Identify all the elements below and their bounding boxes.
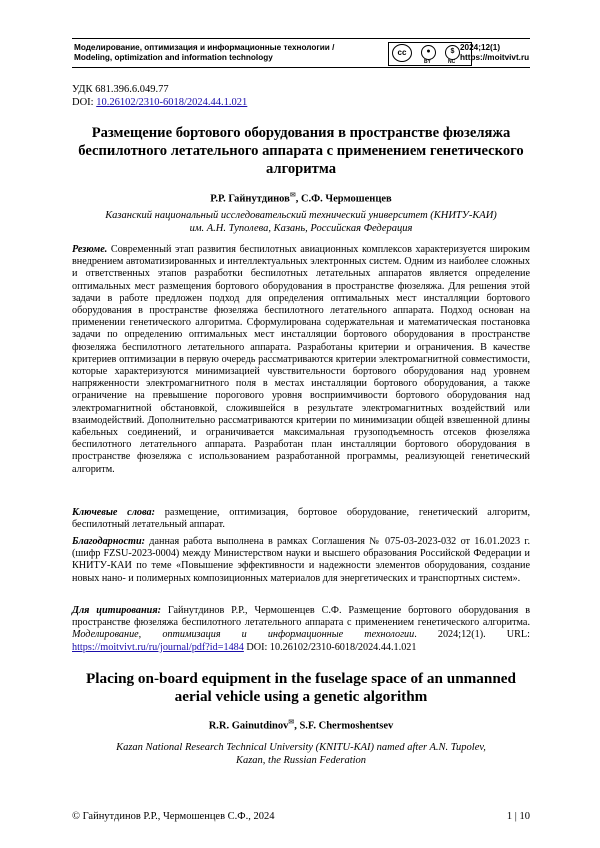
noncommercial-icon: $	[445, 45, 460, 60]
citation-url-link[interactable]: https://moitvivt.ru/ru/journal/pdf?id=1484	[72, 641, 244, 653]
acknowledgments-text: данная работа выполнена в рамках Соглашения № 075-03-2023-032 от 16.01.2023 г. (шифр FZSU-2023-0004) между Министерством науки и высшего образования Российской Федерации и КНИТУ-КАИ по теме «Повышение эффективности и надежности элементов оборудования, создание новых нано- и полимерных композиционных материалов для энергетических и транспортных систем».	[72, 536, 530, 584]
cc-icon: cc	[392, 44, 412, 62]
citation-label: Для цитирования:	[72, 605, 161, 616]
author-2-en: S.F. Chermoshentsev	[299, 720, 394, 732]
journal-issue-info	[460, 43, 530, 63]
acknowledgments-label: Благодарности:	[72, 536, 146, 547]
doi-label: DOI:	[72, 97, 94, 108]
journal-header	[72, 38, 530, 68]
doi-link[interactable]: 10.26102/2310-6018/2024.44.1.021	[96, 97, 248, 108]
author-separator: ,	[294, 720, 300, 732]
affiliation-ru-line-2: им. А.Н. Туполева, Казань, Российская Федерация	[189, 223, 413, 234]
abstract	[72, 244, 530, 476]
email-icon[interactable]: ✉	[288, 718, 295, 726]
cc-by-label: BY	[424, 59, 431, 65]
person-icon: ●	[421, 45, 436, 60]
citation-journal: Моделирование, оптимизация и информационные технологии	[72, 629, 415, 641]
author-1-en: R.R. Gainutdinov	[208, 720, 289, 732]
cc-nc-label: NC	[448, 59, 456, 65]
author-1-ru: Р.Р. Гайнутдинов	[210, 193, 290, 205]
keywords-label: Ключевые слова:	[72, 507, 155, 518]
page-number: 1 | 10	[506, 811, 530, 822]
keywords	[72, 507, 530, 531]
article-title-en: Placing on-board equipment in the fuselage space of an unmanned aerial vehicle using a genetic algorithm	[86, 670, 516, 705]
abstract-label: Резюме.	[72, 244, 108, 255]
doi-line	[72, 96, 247, 109]
author-separator: ,	[295, 193, 301, 205]
affiliation-en-line-2: Kazan, the Russian Federation	[235, 755, 367, 766]
abstract-text: Современный этап развития беспилотных авиационных комплексов характеризуется широким внедрением автоматизированных и интеллектуальных электронных систем. Одним из наиболее сложных и ответственных этапов разработки беспилотных летательных аппаратов является определение оптимальных мест размещения бортового оборудования в пространстве фюзеляжа. Для решения этой задачи в работе предложен подход для определения оптимальных мест инсталляции бортового оборудования в пространстве фюзеляжа беспилотного летательного аппарата. Подход основан на применении генетического алгоритма. Сформулирована содержательная и математическая постановка задачи по определению оптимальных мест инсталляции бортового оборудования в пространстве фюзеляжа беспилотного летательного аппарата. Разработаны критерии и ограничения. В качестве критериев оптимизации в первую очередь рассматриваются критерии электромагнитной совместимости, которые характеризуются минимизацией чувствительности бортового оборудования над уровнем напряженности электромагнитного поля в местах инсталляции бортового оборудования, а также ограничение на превышение порогового уровня восприимчивости бортового оборудования над электромагнитной обстановкой, сложившейся в результате электромагнитных воздействий или взаимодействий. Дополнительно рассматриваются критерии по минимизации общей взвешенной длины кабельных соединений, и ограничивается максимальная грузоподъемность отсеков фюзеляжа беспилотного летательного аппарата. Разработан план инсталляции бортового оборудования в пространстве фюзеляжа с использованием разработанной программы, реализующей генетический алгоритм.	[72, 244, 530, 475]
email-icon[interactable]: ✉	[289, 191, 296, 199]
journal-issue: 2024;12(1)	[460, 43, 501, 52]
citation-text: Гайнутдинов Р.Р., Чермошенцев С.Ф. Размещение бортового оборудования в пространстве фюзеляжа беспилотного летательного аппарата с применением генетического алгоритма.	[72, 605, 530, 629]
copyright: © Гайнутдинов Р.Р., Чермошенцев С.Ф., 2024	[72, 811, 275, 822]
affiliation-ru	[72, 209, 530, 235]
citation-text-2: . 2024;12(1). URL:	[414, 629, 530, 641]
journal-name-en: Modeling, optimization and information technology	[74, 53, 273, 62]
article-title-ru: Размещение бортового оборудования в пространстве фюзеляжа беспилотного летательного аппарата с применением генетического алгоритма	[78, 125, 524, 177]
journal-name	[74, 43, 374, 63]
author-2-ru: С.Ф. Чермошенцев	[300, 193, 392, 205]
journal-name-ru: Моделирование, оптимизация и информационные технологии /	[74, 43, 335, 52]
citation	[72, 605, 530, 654]
authors-ru	[72, 189, 530, 206]
citation-doi: DOI: 10.26102/2310-6018/2024.44.1.021	[243, 641, 417, 653]
acknowledgments	[72, 536, 530, 585]
keywords-text: размещение, оптимизация, бортовое оборудование, генетический алгоритм, беспилотный летательный аппарат.	[72, 507, 530, 531]
affiliation-ru-line-1: Казанский национальный исследовательский технический университет (КНИТУ-КАИ)	[105, 210, 497, 221]
page-footer	[72, 810, 530, 823]
affiliation-en-line-1: Kazan National Research Technical University (KNITU-KAI) named after A.N. Tupolev,	[116, 742, 486, 753]
authors-en	[72, 716, 530, 733]
udk-code: УДК 681.396.6.049.77	[72, 84, 169, 95]
affiliation-en	[72, 741, 530, 767]
journal-site-link[interactable]: https://moitvivt.ru	[460, 53, 530, 62]
